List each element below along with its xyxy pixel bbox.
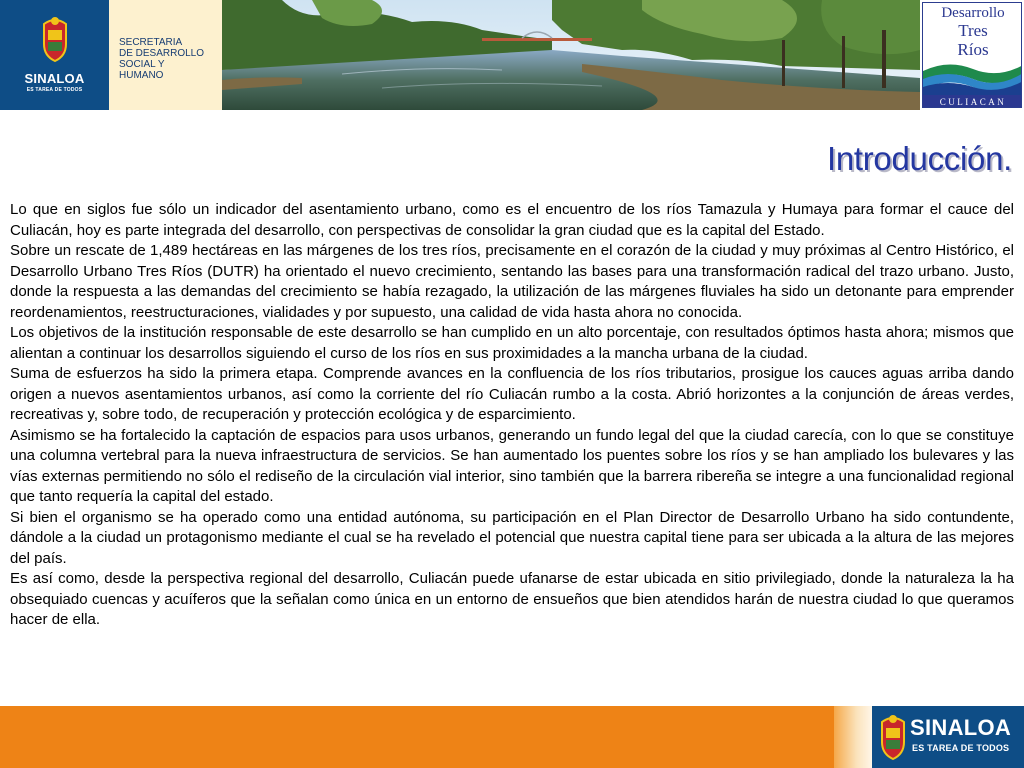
paragraph: Suma de esfuerzos ha sido la primera etapa. Comprende avances en la confluencia de los ríos tributarios, prosigue los cauces aguas arriba dando origen a nuevos asentamientos urbanos, así como la corriente del río Culiacán rumbo a la costa. Abrió horizontes a la conjunción de áreas verdes, recreativas y, sobre todo, de recuperación y protección ecológica y de esparcimiento.	[10, 365, 1014, 423]
sinaloa-tagline: ES TAREA DE TODOS	[26, 87, 83, 93]
paragraph: Es así como, desde la perspectiva regional del desarrollo, Culiacán puede ufanarse de estar ubicada en sitio privilegiado, donde la naturaleza la ha obsequiado cuencas y acuíferos que la señalan como única en un entorno de ensueños que bien atendidos harán de nuestra ciudad lo que queramos hacer de ella.	[10, 570, 1014, 628]
sinaloa-footer-state-name: SINALOA	[910, 715, 1012, 740]
river-photo	[222, 0, 920, 110]
secretaria-line-3: SOCIAL Y	[119, 59, 165, 70]
sinaloa-state-name: SINALOA	[24, 71, 85, 86]
header-banner	[0, 0, 1024, 110]
dtr-word-1: Desarrollo	[941, 5, 1005, 21]
sinaloa-logo	[0, 0, 109, 110]
paragraph: Lo que en siglos fue sólo un indicador del asentamiento urbano, como es el encuentro de los ríos Tamazula y Humaya para formar el cauce del Culiacán, hoy es parte integrada del desarrollo, con perspectivas de consolidar la gran ciudad que es la capital del Estado.	[10, 201, 1014, 239]
paragraph: Asimismo se ha fortalecido la captación de espacios para usos urbanos, generando un fundo legal del que la ciudad carecía, con lo que se constituye una columna vertebral para la nueva infraestructura de servicios. Se han aumentado los puentes sobre los ríos y se han ampliado los bulevares y las vías externas permitiendo no sólo el rediseño de la circulación vial interior, sino también que la barrera ribereña se integre a una funcionalidad regional que tanto requería la capital del estado.	[10, 426, 1014, 505]
paragraph: Los objetivos de la institución responsable de este desarrollo se han cumplido en un alto porcentaje, con resultados óptimos hasta ahora; mismos que alientan a continuar los desarrollos siguiendo el curso de los ríos en sus proximidades a la mancha urbana de la ciudad.	[10, 324, 1014, 362]
slide-title: Introducción.	[826, 140, 1012, 177]
sinaloa-footer-tagline: ES TAREA DE TODOS	[912, 743, 1010, 753]
secretaria-line-2: DE DESARROLLO	[119, 48, 205, 59]
footer-fade	[834, 706, 872, 768]
dtr-word-2: Tres	[958, 21, 988, 40]
coat-of-arms-icon	[38, 14, 72, 64]
desarrollo-tres-rios-logo	[920, 0, 1024, 110]
body-text	[10, 200, 1014, 631]
dtr-word-3: Ríos	[957, 40, 989, 59]
paragraph: Sobre un rescate de 1,489 hectáreas en las márgenes de los tres ríos, precisamente en el corazón de la ciudad y muy próximas al Centro Histórico, el Desarrollo Urbano Tres Ríos (DUTR) ha orientado el nuevo crecimiento, sentando las bases para una transformación radical del trazo urbano. Justo, donde la respuesta a las demandas del crecimiento se había rezagado, la utilización de las márgenes fluviales ha sido un detonante para emprender reordenamientos, reestructuraciones, vialidades y por supuesto, una calidad de vida hasta ahora no conocida.	[10, 242, 1014, 321]
river-waves-icon	[923, 59, 1022, 95]
sinaloa-logo-footer	[872, 706, 1024, 768]
secretaria-line-4: HUMANO	[119, 70, 164, 81]
paragraph: Si bien el organismo se ha operado como una entidad autónoma, su participación en el Plan Director de Desarrollo Urbano ha sido contundente, dándole a la ciudad un protagonismo mediante el cual se ha revelado el potencial que nuestra capital tiene para ser ubicada a la altura de las mejores del país.	[10, 508, 1014, 567]
secretaria-logo	[109, 0, 222, 110]
secretaria-line-1: SECRETARIA	[119, 37, 183, 48]
dtr-city: CULIACAN	[923, 95, 1022, 108]
footer-bar	[0, 706, 834, 768]
coat-of-arms-icon	[878, 712, 908, 762]
